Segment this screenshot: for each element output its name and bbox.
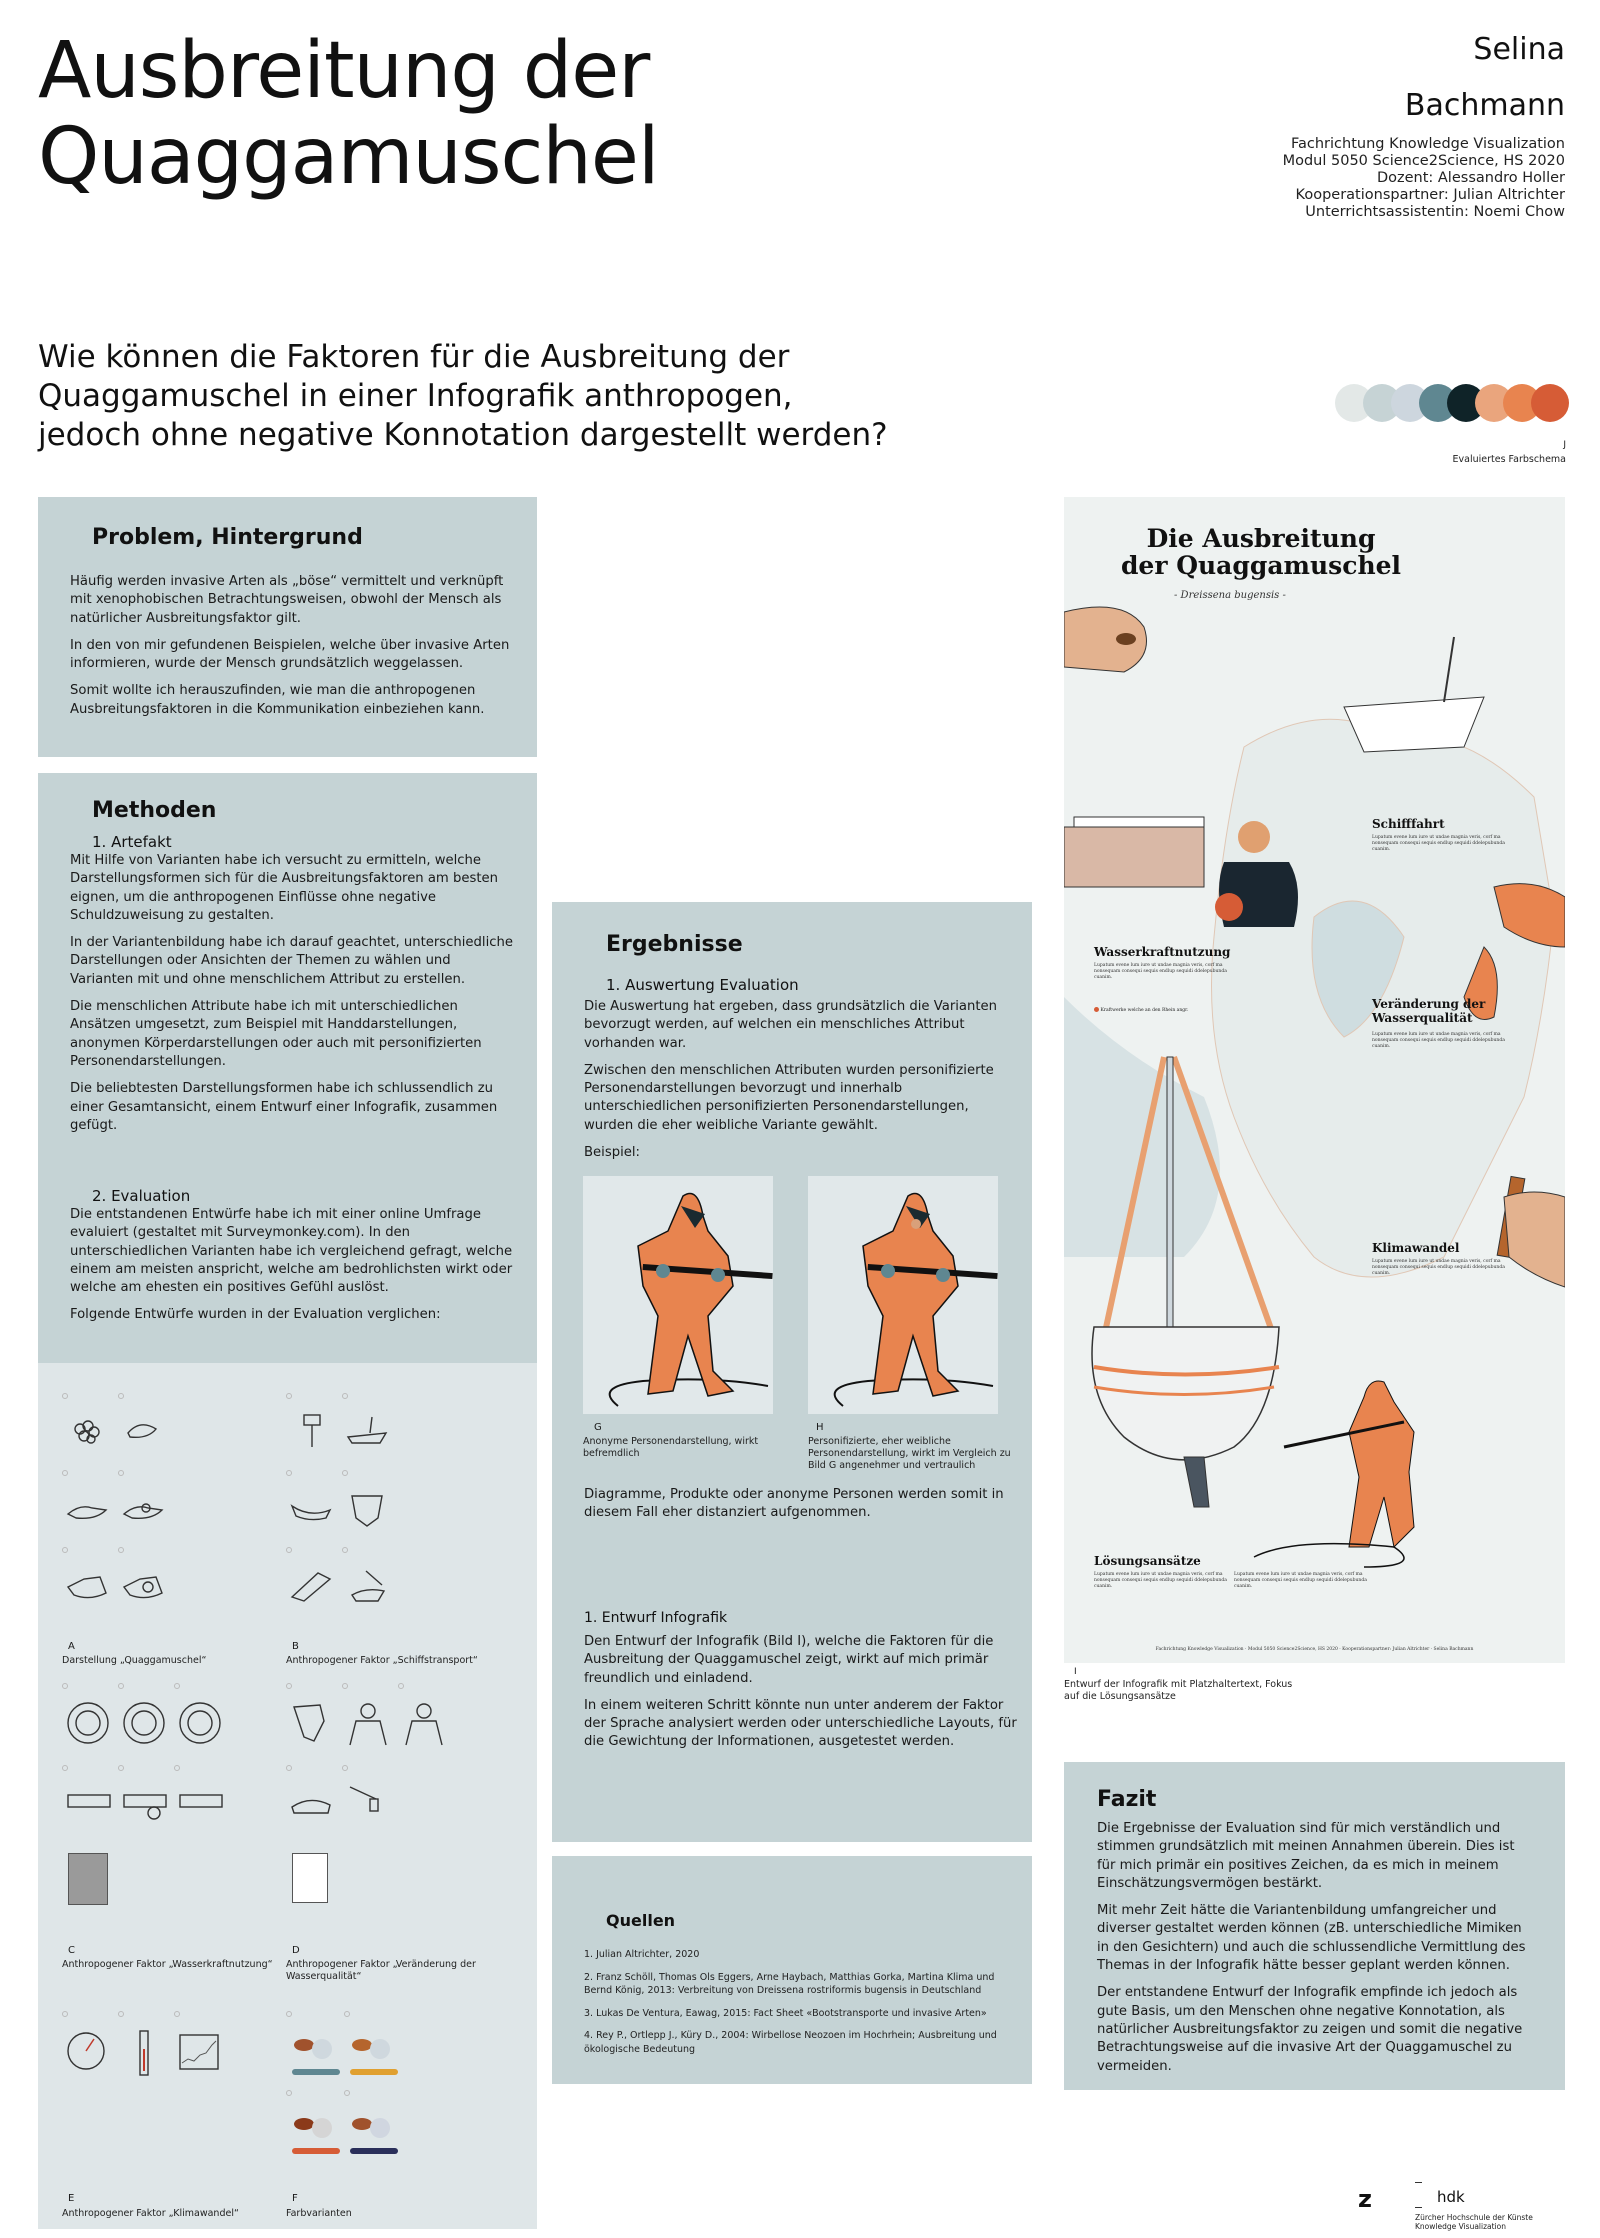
meta-line: Unterrichtsassistentin: Noemi Chow — [1305, 204, 1565, 220]
source-item: 3. Lukas De Ventura, Eawag, 2015: Fact Sheet «Bootstransporte und invasive Arten» — [584, 2007, 987, 2019]
thumb-row — [290, 1565, 388, 1607]
paragraph: Die Auswertung hat ergeben, dass grundsätzlich die Varianten bevorzugt werden, auf welchen ein menschliches Attribut vorhanden war. — [584, 999, 997, 1051]
thumb-row — [290, 1783, 388, 1825]
turbine-sketch — [66, 1701, 108, 1743]
hand-beaker-sketch — [290, 1701, 332, 1743]
logo-divider — [1415, 2207, 1422, 2208]
legend-label: Kraftwerke welche an den Rhein angr. — [1100, 1008, 1189, 1013]
section-schifffahrt: Schifffahrt — [1372, 817, 1445, 831]
thumb-row — [66, 1488, 164, 1530]
results-title: Ergebnisse — [606, 932, 743, 957]
artefakt-subtitle: 1. Artefakt — [92, 833, 172, 851]
placeholder-text: Lupatum evene lum iure ut undae magnia veris, corf ma nonsequam consequi sequis endlup sequidi ddelepubunda cuanim. — [1372, 1032, 1505, 1049]
thumb-row — [66, 1701, 220, 1743]
institution-line: Knowledge Visualization — [1415, 2222, 1506, 2231]
author-block — [1283, 22, 1565, 221]
evaluation-text — [70, 1206, 515, 1334]
hand-cluster-sketch — [122, 1488, 164, 1530]
paragraph: In den von mir gefundenen Beispielen, welche über invasive Arten informieren, wurde der Mensch grundsätzlich weggelassen. — [70, 637, 510, 672]
paragraph: Den Entwurf der Infografik (Bild I), welche die Faktoren für die Ausbreitung der Quaggamuschel zeigt, wirkt auf mich primär freundlich und einladend. — [584, 1634, 994, 1686]
color-variant-1 — [290, 2029, 338, 2077]
draft-group-c — [56, 1683, 276, 1983]
draft-letter: E — [68, 2193, 75, 2204]
meta-line: Fachrichtung Knowledge Visualization — [1291, 136, 1565, 152]
draft-caption: Anthropogener Faktor „Wasserkraftnutzung“ — [62, 1959, 273, 1970]
turbine-person-2-sketch — [178, 1701, 220, 1743]
question-line: Wie können die Faktoren für die Ausbreitung der — [38, 339, 790, 375]
infographic-draft — [1064, 497, 1565, 1663]
dam-2-sketch — [178, 1783, 220, 1825]
draft-caption: Anthropogener Faktor „Veränderung der Wasserqualität“ — [286, 1959, 476, 1982]
example-g-caption: Anonyme Personendarstellung, wirkt befremdlich — [583, 1436, 759, 1459]
source-item: 1. Julian Altrichter, 2020 — [584, 1949, 700, 1960]
paragraph: Häufig werden invasive Arten als „böse“ vermittelt und verknüpft mit xenophobischen Betrachtungsweisen, obwohl der Mensch als natürlicher Ausbreitungsfaktor gilt. — [70, 574, 504, 626]
draft-group-f — [280, 1993, 520, 2223]
source-item: 2. Franz Schöll, Thomas Ols Eggers, Arne Haybach, Matthias Gorka, Martina Klima und Bernd König, 2013: Verbreitung von Dreissena rostriformis bugensis in Deutschland — [584, 1971, 995, 1996]
draft-letter: F — [292, 2193, 298, 2204]
color-variant-3 — [290, 2108, 338, 2156]
question-line: Quaggamuschel in einer Infografik anthropogen, — [38, 378, 793, 414]
placeholder-text: Lupatum evene lum iure ut undae magnia veris, corf ma nonsequam consequi sequis endlup sequidi ddelepubunda cuanim. — [1094, 963, 1227, 980]
legend — [1094, 1007, 1188, 1013]
title-line-1: Ausbreitung der — [38, 26, 650, 116]
results-summary: Diagramme, Produkte oder anonyme Personen werden somit in diesem Fall eher distanziert aufgenommen. — [584, 1487, 1004, 1521]
author-last-name: Bachmann — [1404, 88, 1565, 123]
motorboat-sketch — [346, 1411, 388, 1453]
draft-letter: B — [292, 1641, 299, 1652]
poster-title — [38, 28, 938, 200]
paragraph: Die Ergebnisse der Evaluation sind für mich verständlich und stimmen grundsätzlich mit meinen Annahmen überein. Dies ist für mich primär ein positives Zeichen, da es mich in meinem Einschätzungsvermögen bestärkt. — [1097, 1821, 1515, 1891]
example-image-h — [808, 1176, 998, 1414]
legend-dot-icon — [1094, 1007, 1099, 1012]
palette-swatch — [1531, 384, 1569, 422]
draft-caption: Anthropogener Faktor „Klimawandel“ — [62, 2208, 239, 2219]
draft-caption: Anthropogener Faktor „Schiffstransport“ — [286, 1655, 478, 1666]
paragraph: Der entstandene Entwurf der Infografik empfinde ich jedoch als gute Basis, um den Menschen ohne negative Konnotation, als natürlicher Ausbreitungsfaktor zu zeigen und somit die negative Betrachtungsweise auf die invasive Art der Quaggamuschel zu vermeiden. — [1097, 1985, 1523, 2074]
thumb-row — [290, 2029, 396, 2077]
hands-sketch — [66, 1565, 108, 1607]
placeholder-text: Lupatum evene lum iure ut undae magnia veris, corf ma nonsequam consequi sequis endlup sequidi ddelepubunda cuanim. — [1094, 1572, 1227, 1589]
mussel-shell-sketch — [122, 1411, 164, 1453]
problem-title: Problem, Hintergrund — [92, 525, 363, 550]
river-map-thumbnail — [68, 1853, 108, 1905]
artefakt-text — [70, 852, 515, 1144]
zhdk-logo-mark: z — [1358, 2185, 1372, 2213]
scientist-sketch — [346, 1701, 388, 1743]
logo-divider — [1415, 2182, 1422, 2183]
infographic-draft-subtitle: 1. Entwurf Infografik — [584, 1610, 728, 1626]
conclusion-text — [1097, 1820, 1537, 2085]
example-h-letter: H — [816, 1422, 824, 1433]
hand-mussel-sketch — [66, 1488, 108, 1530]
boat-crane-sketch — [346, 1565, 388, 1607]
thumb-row — [290, 1488, 388, 1530]
paragraph: Mit mehr Zeit hätte die Variantenbildung umfangreicher und diverser gestaltet werden können (zB. unterschiedliche Mimiken in den Gesichtern) und auch die schlussendliche Vermittlung des Themas in der Infografik hätte besser geplant werden können. — [1097, 1903, 1526, 1974]
temperature-chart-thumbnail — [178, 2029, 220, 2071]
meta-line: Dozent: Alessandro Holler — [1376, 170, 1565, 186]
section-klimawandel: Klimawandel — [1372, 1241, 1460, 1255]
boat-hull-sketch — [346, 1488, 388, 1530]
color-variant-4 — [348, 2108, 396, 2156]
palette-letter: J — [1563, 440, 1566, 450]
boat-trailer-sketch — [290, 1565, 332, 1607]
paragraph: Die entstandenen Entwürfe habe ich mit einer online Umfrage evaluiert (gestaltet mit Surveymonkey.com). In den unterschiedlichen Varianten habe ich vergleichend gefragt, welche einem am meisten anspricht, welche am bedrohlichsten wirkt oder welche am ehesten ein positives Gefühl auslöst. — [70, 1207, 513, 1296]
section-line: Veränderung der — [1372, 997, 1486, 1011]
section-wasserkraft: Wasserkraftnutzung — [1094, 945, 1231, 959]
thumb-row — [66, 2029, 220, 2071]
example-g-letter: G — [594, 1422, 602, 1433]
problem-panel — [38, 497, 537, 757]
section-loesungsansaetze: Lösungsansätze — [1094, 1554, 1201, 1568]
drafts-gallery — [38, 1363, 537, 2229]
dam-person-sketch — [122, 1783, 164, 1825]
ig-title-line: Die Ausbreitung — [1146, 524, 1376, 553]
infographic-caption: Entwurf der Infografik mit Platzhaltertext, Fokus auf die Lösungsansätze — [1064, 1679, 1293, 1702]
thumb-row — [66, 1411, 164, 1453]
draft-letter: C — [68, 1945, 75, 1956]
question-line: jedoch ohne negative Konnotation dargestellt werden? — [38, 417, 888, 453]
infographic-title — [1096, 525, 1426, 579]
paragraph: In der Variantenbildung habe ich darauf geachtet, unterschiedliche Darstellungen oder Ansichten der Themen zu wählen und Varianten mit und ohne menschlichem Attribut zu erstellen. — [70, 935, 513, 987]
infographic-draft-text — [584, 1633, 1019, 1761]
sources-panel — [552, 1856, 1032, 2084]
evaluation-results-subtitle: 1. Auswertung Evaluation — [606, 976, 799, 994]
sources-title: Quellen — [606, 1911, 676, 1930]
sources-list — [584, 1948, 1014, 2065]
draft-group-d — [280, 1683, 520, 1993]
section-line: Wasserqualität — [1372, 1011, 1473, 1025]
evaluation-subtitle: 2. Evaluation — [92, 1187, 191, 1205]
thumb-row — [66, 1783, 220, 1825]
meta-line: Kooperationspartner: Julian Altrichter — [1295, 187, 1565, 203]
title-line-2: Quaggamuschel — [38, 112, 659, 202]
example-image-g — [583, 1176, 773, 1414]
results-panel — [552, 902, 1032, 1842]
paragraph: In einem weiteren Schritt könnte nun unter anderem der Faktor der Sprache analysiert werden oder unterschiedliche Layouts, für die Gewichtung der Informationen, ausgetestet werden. — [584, 1697, 1017, 1750]
paragraph: Somit wollte ich herauszufinden, wie man die anthropogenen Ausbreitungsfaktoren in die Kommunikation einbeziehen kann. — [70, 683, 485, 717]
paragraph: Die menschlichen Attribute habe ich mit unterschiedlichen Ansätzen umgesetzt, zum Beispiel mit Handdarstellungen, anonymen Körperdarstellungen oder auch mit personifizierten Personendarstellungen. — [70, 999, 482, 1069]
palette-caption: Evaluiertes Farbschema — [1452, 454, 1566, 465]
paragraph: Zwischen den menschlichen Attributen wurden personifizierte Personendarstellungen bevorzugt und innerhalb unterschiedlichen personifizierten Personendarstellungen, wurden die eher weibliche Variante gewählt. — [584, 1062, 994, 1133]
mussel-cluster-sketch — [66, 1411, 108, 1453]
dam-sketch — [66, 1783, 108, 1825]
meta-line: Modul 5050 Science2Science, HS 2020 — [1282, 153, 1565, 169]
infographic-letter: I — [1074, 1667, 1077, 1677]
conclusion-panel — [1064, 1762, 1565, 2090]
polluted-water-sketch — [290, 1783, 332, 1825]
paragraph: Beispiel: — [584, 1145, 640, 1161]
outboard-motor-sketch — [290, 1411, 332, 1453]
results-text — [584, 998, 1019, 1171]
ig-title-line: der Quaggamuschel — [1120, 551, 1402, 580]
turbine-person-sketch — [122, 1701, 164, 1743]
section-wasserqualitaet — [1372, 997, 1485, 1025]
color-palette — [1335, 384, 1575, 422]
thumb-row — [290, 1411, 388, 1453]
placeholder-text: Lupatum evene lum iure ut undae magnia veris, corf ma nonsequam consequi sequis endlup sequidi ddelepubunda cuanim. — [1372, 1259, 1505, 1276]
author-first-name: Selina — [1473, 32, 1565, 67]
infographic-subtitle: - Dreissena bugensis - — [1174, 590, 1286, 601]
paragraph: Die beliebtesten Darstellungsformen habe ich schlussendlich zu einer Gesamtansicht, einem Entwurf einer Infografik, zusammen gefügt. — [70, 1081, 498, 1133]
paragraph: Mit Hilfe von Varianten habe ich versucht zu ermitteln, welche Darstellungsformen sich für die Ausbreitungsfaktoren am besten eignen, um die anthropogenen Einflüsse ohne negative Schuldzuweisung zu gestalten. — [70, 853, 498, 923]
thumb-row — [290, 1701, 444, 1743]
color-variant-2 — [348, 2029, 396, 2077]
institution-name — [1415, 2213, 1533, 2231]
thumb-row — [66, 1565, 164, 1607]
conclusion-title: Fazit — [1097, 1787, 1157, 1812]
course-meta — [1283, 136, 1565, 221]
zhdk-logo-text: hdk — [1437, 2188, 1465, 2206]
draft-caption: Farbvarianten — [286, 2208, 352, 2219]
thermometer-hand-sketch — [122, 2029, 164, 2071]
example-h-caption: Personifizierte, eher weibliche Personendarstellung, wirkt im Vergleich zu Bild G angenehmer und vertraulich — [808, 1436, 1011, 1471]
paragraph: Folgende Entwürfe wurden in der Evaluation verglichen: — [70, 1307, 441, 1323]
placeholder-text: Lupatum evene lum iure ut undae magnia veris, corf ma nonsequam consequi sequis endlup sequidi ddelepubunda cuanim. — [1372, 835, 1505, 852]
methods-panel — [38, 773, 537, 1363]
source-item: 4. Rey P., Ortlepp J., Küry D., 2004: Wirbellose Neozoen im Hochrhein; Ausbreitung und ökologische Bedeutung — [584, 2030, 997, 2055]
rowboat-sketch — [290, 1488, 332, 1530]
stairs-map-thumbnail — [292, 1853, 328, 1903]
gauge-sketch — [66, 2029, 108, 2071]
water-sampler-sketch — [346, 1783, 388, 1825]
thumb-row — [290, 2108, 396, 2156]
infographic-footer: Fachrichtung Knowledge Visualization · Modul 5050 Science2Science, HS 2020 · Kooperationspartner: Julian Altrichter · Selina Bachmann — [1155, 1647, 1474, 1652]
draft-letter: A — [68, 1641, 75, 1652]
methods-title: Methoden — [92, 798, 217, 823]
draft-group-b — [280, 1393, 520, 1673]
hands-cluster-sketch — [122, 1565, 164, 1607]
institution-line: Zürcher Hochschule der Künste — [1415, 2213, 1533, 2222]
placeholder-text: Lupatum evene lum iure ut undae magnia veris, corf ma nonsequam consequi sequis endlup sequidi ddelepubunda cuanim. — [1234, 1572, 1367, 1589]
draft-letter: D — [292, 1945, 300, 1956]
problem-text — [70, 573, 510, 728]
draft-group-a — [56, 1393, 276, 1673]
scientist-2-sketch — [402, 1701, 444, 1743]
draft-group-e — [56, 1993, 276, 2223]
infographic-illustration — [1064, 497, 1565, 1663]
draft-caption: Darstellung „Quaggamuschel“ — [62, 1655, 207, 1666]
research-question — [38, 338, 978, 455]
